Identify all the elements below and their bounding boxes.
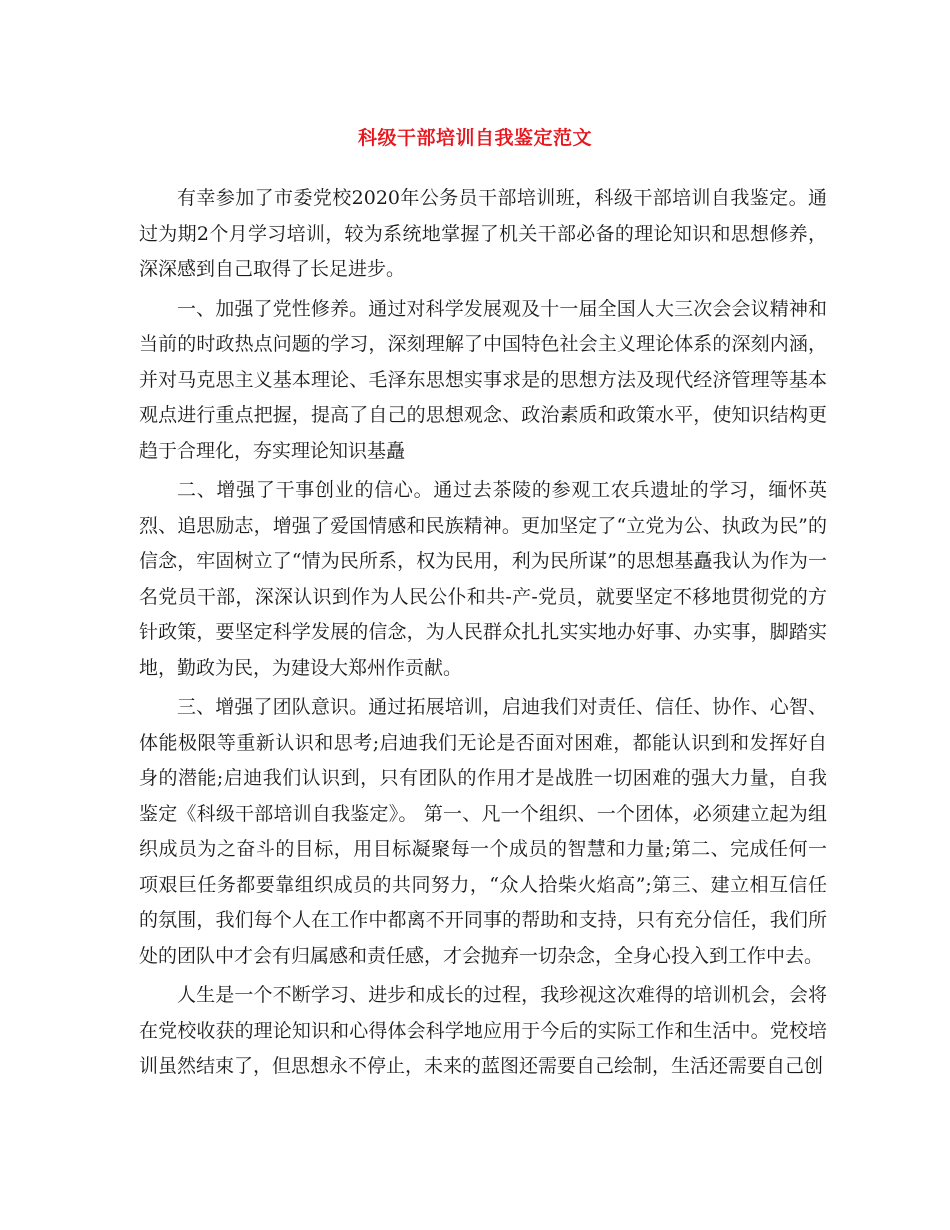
paragraph-teamwork: 三、增强了团队意识。通过拓展培训，启迪我们对责任、信任、协作、心智、体能极限等重新认识和思考;启迪我们无论是否面对困难，都能认识到和发挥好自身的潜能;启迪我们认识到，只有团队的作用才是战胜一切困难的强大力量，自我鉴定《科级干部培训自我鉴定》。 第一、凡一个组织、一个团体，必须建立起为组织成员为之奋斗的目标，用目标凝聚每一个成员的智慧和力量;第二、完成任何一项艰巨任务都要靠组织成员的共同努力，“众人拾柴火焰高”;第三、建立相互信任的氛围，我们每个人在工作中都离不开同事的帮助和支持，只有充分信任，我们所处的团队中才会有归属感和责任感，才会抛弃一切杂念，全身心投入到工作中去。 (139, 696, 827, 967)
paragraph-conclusion: 人生是一个不断学习、进步和成长的过程，我珍视这次难得的培训机会，会将在党校收获的理论知识和心得体会科学地应用于今后的实际工作和生活中。党校培训虽然结束了，但思想永不停止，未来的蓝图还需要自己绘制，生活还需要自己创 (139, 984, 827, 1077)
document-body (139, 181, 827, 1089)
paragraph-confidence: 二、增强了干事创业的信心。通过去茶陵的参观工农兵遗址的学习，缅怀英烈、追思励志，增强了爱国情感和民族精神。更加坚定了“立党为公、执政为民”的信念，牢固树立了“情为民所系，权为民用，利为民所谋”的思想基矗我认为作为一名党员干部，深深认识到作为人民公仆和共-产-党员，就要坚定不移地贯彻党的方针政策，要坚定科学发展的信念，为人民群众扎扎实实地办好事、办实事，脚踏实地，勤政为民，为建设大郑州作贡献。 (139, 479, 827, 679)
paragraph-party-spirit: 一、加强了党性修养。通过对科学发展观及十一届全国人大三次会会议精神和当前的时政热点问题的学习，深刻理解了中国特色社会主义理论体系的深刻内涵，并对马克思主义基本理论、毛泽东思想实事求是的思想方法及现代经济管理等基本观点进行重点把握，提高了自己的思想观念、政治素质和政策水平，使知识结构更趋于合理化，夯实理论知识基矗 (139, 297, 827, 462)
paragraph-intro: 有幸参加了市委党校2020年公务员干部培训班，科级干部培训自我鉴定。通过为期2个月学习培训，较为系统地掌握了机关干部必备的理论知识和思想修养，深深感到自己取得了长足进步。 (139, 187, 827, 280)
document-title: 科级干部培训自我鉴定范文 (357, 127, 592, 149)
